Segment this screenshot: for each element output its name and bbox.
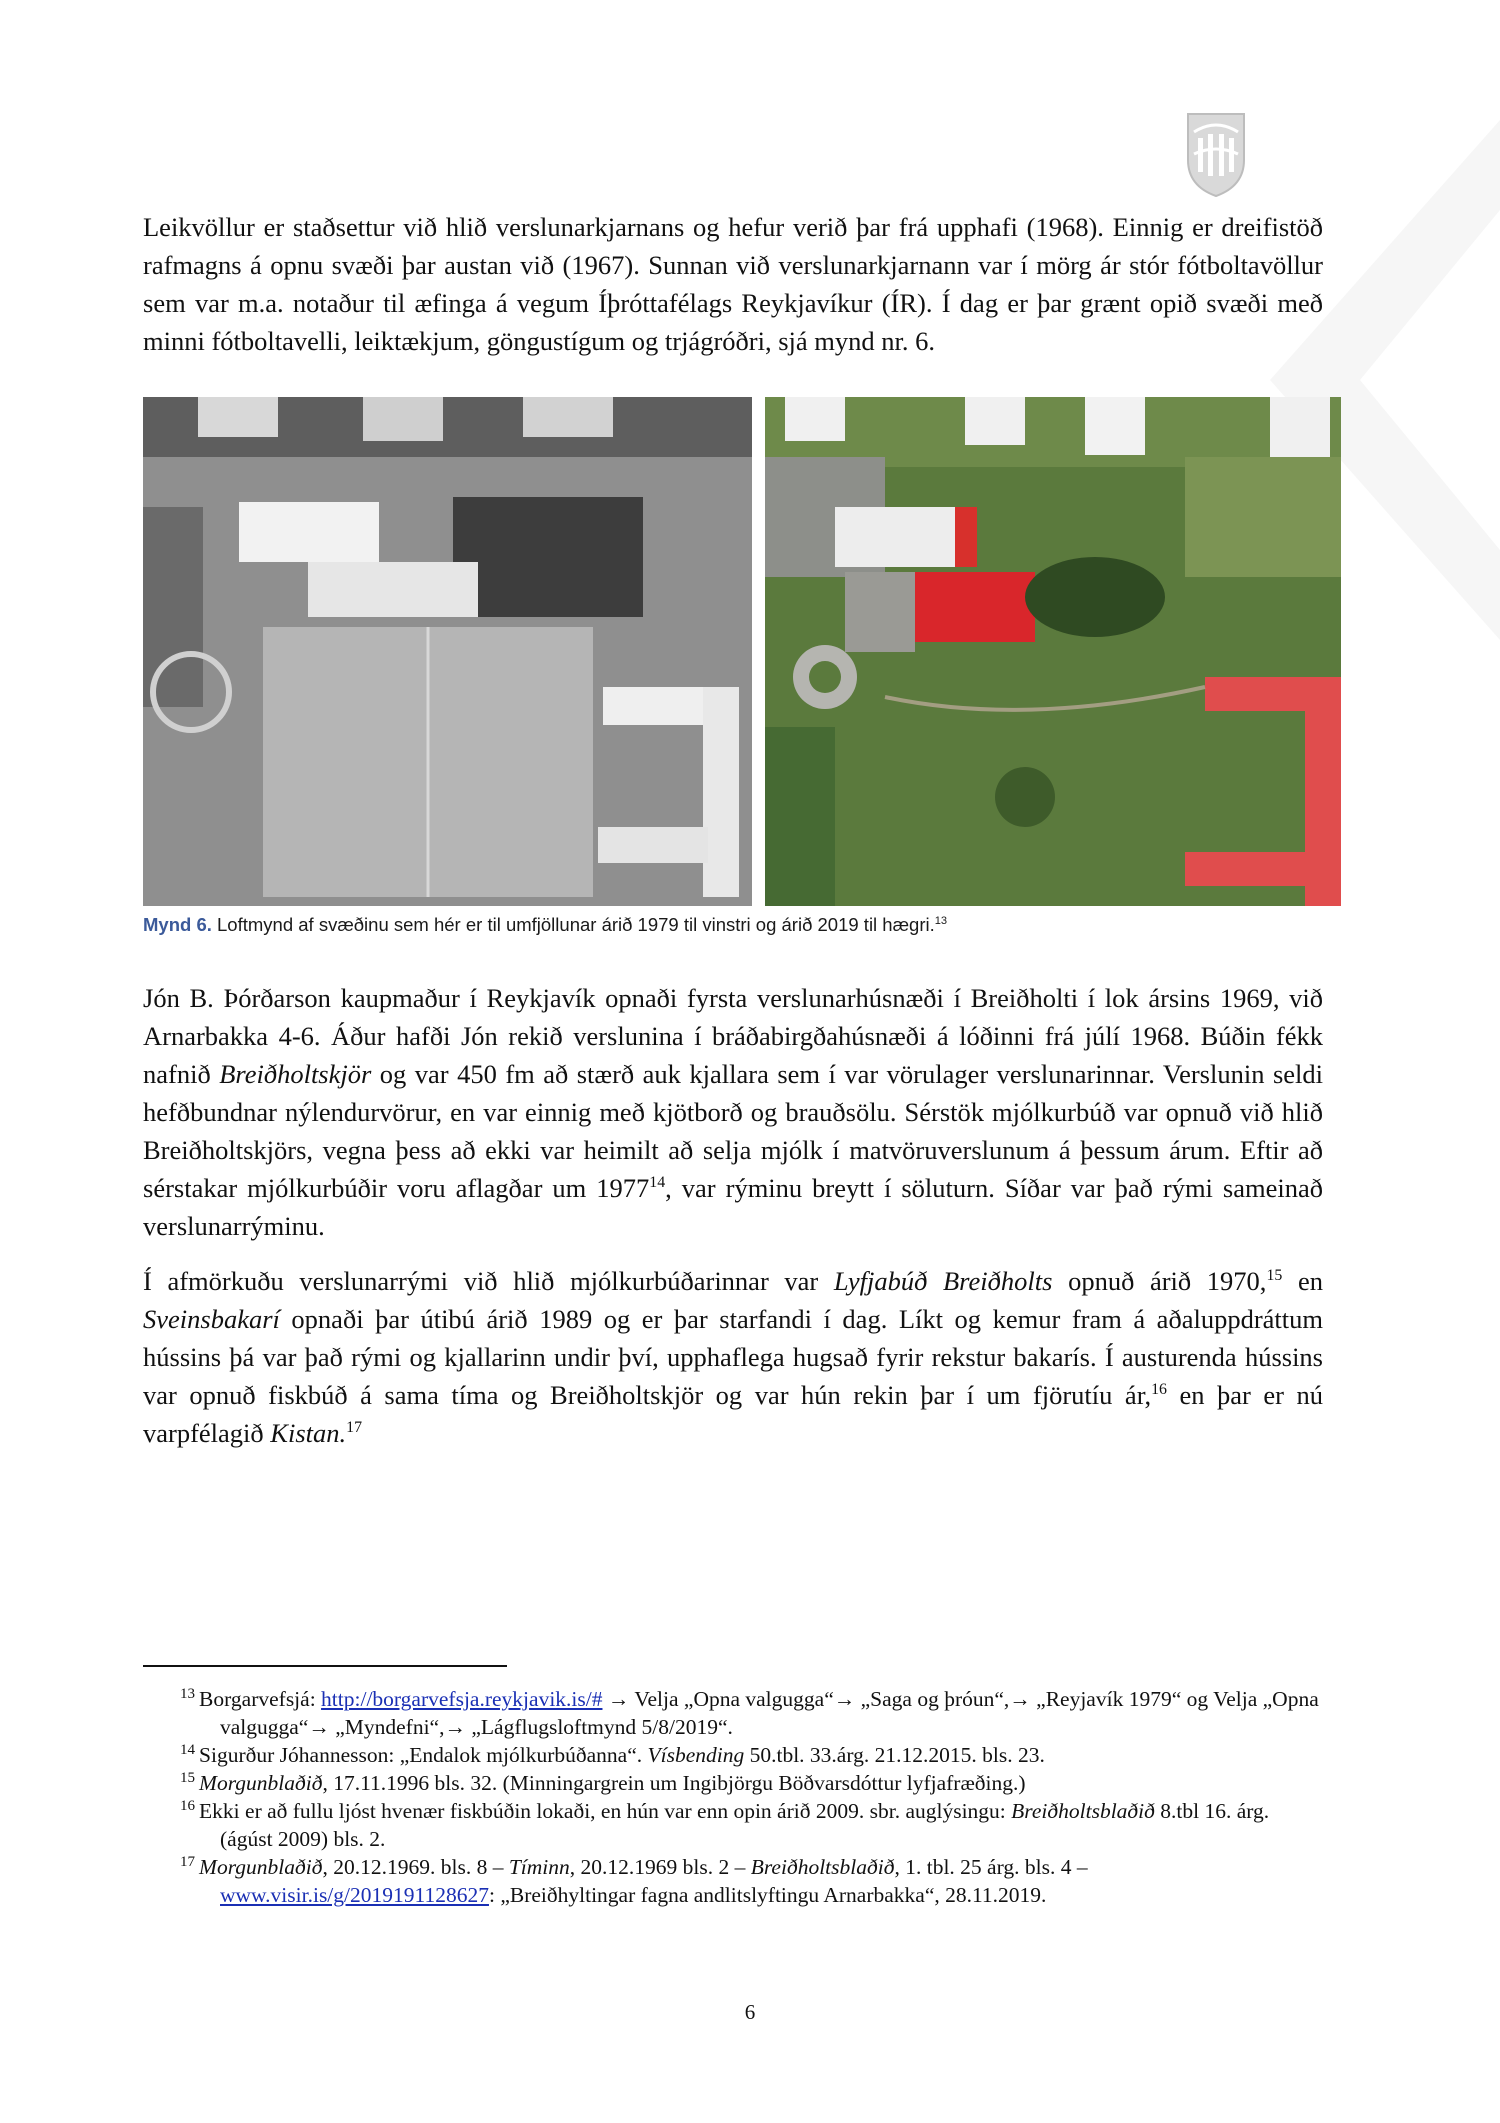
store-name-sveinsbakari: Sveinsbakarí [143,1304,280,1334]
paragraph-breidholtskjor [143,979,1323,1245]
store-name-kistan: Kistan. [270,1418,347,1448]
footnote-17-source-1: Morgunblaðið [199,1855,323,1879]
footnote-17-text-c: , 1. tbl. 25 árg. bls. 4 – [894,1855,1088,1879]
footnote-ref-16[interactable]: 16 [1151,1381,1167,1399]
paragraph2-part-c: og var 450 fm að stærð auk kjallara sem í var vörulager verslunarinnar. Verslunin seldi hefðbundnar nýlendurvörur, en var einnig með kjötborð og brauðsölu. Sérstök mjólkurbúð var opnuð við hlið Breiðholtskjörs, vegna þess að ekki var heimilt að selja mjólk í matvöruverslunum á þessum árum. Eftir að sérstakar mjólkurbúðir voru aflagðar um 1977 [143,1059,1323,1203]
footnote-14-number: 14 [180,1741,196,1758]
figure-caption [143,914,947,936]
footnote-17 [180,1853,1320,1909]
figure-caption-label: Mynd 6. [143,914,212,935]
aerial-photo-2019 [765,397,1341,906]
footnote-17-link[interactable]: www.visir.is/g/2019191128627 [220,1883,489,1907]
footnote-16-number: 16 [180,1797,196,1814]
paragraph2-part-d: , var rýminu breytt í söluturn. Síðar var það rými sameinað verslunarrýminu. [143,1173,1323,1241]
footnote-15-text-b: , 17.11.1996 bls. 32. (Minningargrein um Ingibjörgu Böðvarsdóttur lyfjafræðing.) [322,1771,1026,1795]
footnote-16-source: Breiðholtsblaðið [1011,1799,1155,1823]
footnote-15-source: Morgunblaðið [199,1771,323,1795]
footnote-ref-15[interactable]: 15 [1266,1267,1283,1285]
footnote-17-number: 17 [180,1853,196,1870]
footnote-separator [143,1665,507,1667]
paragraph-playground: Leikvöllur er staðsettur við hlið verslunarkjarnans og hefur verið þar frá upphafi (1968). Einnig er dreifistöð rafmagns á opnu svæði þar austan við (1967). Sunnan við verslunarkjarnann var í mörg ár stór fótboltavöllur sem var m.a. notaður til æfinga á vegum Íþróttafélags Reykjavíkur (ÍR). Í dag er þar grænt opið svæði með minni fótboltavelli, leiktækjum, göngustígum og trjágróðri, sjá mynd nr. 6. [143,212,1323,356]
footnote-15-number: 15 [180,1769,196,1786]
footnote-ref-17[interactable]: 17 [346,1419,363,1437]
footnote-ref-14[interactable]: 14 [649,1174,666,1192]
store-name-lyfjabud: Lyfjabúð Breiðholts [833,1266,1053,1296]
figure-caption-text: Loftmynd af svæðinu sem hér er til umfjöllunar árið 1979 til vinstri og árið 2019 til hægri. [211,914,935,935]
footnote-14-text-b: 50.tbl. 33.árg. 21.12.2015. bls. 23. [744,1743,1045,1767]
aerial-photo-1979 [143,397,752,906]
footnote-ref-13[interactable]: 13 [934,914,948,927]
paragraph3-part-f: opnaði þar útibú árið 1989 og er þar starfandi í dag. Líkt og kemur fram á aðaluppdráttum hússins þá var það rými og kjallarinn undir því, upphaflega hugsað fyrir rekstur bakarís. Í austurenda hússins var opnuð fiskbúð á sama tíma og Breiðholtskjör og var hún rekin þar í um fjörutíu ár, [143,1304,1323,1410]
footnote-14-source: Vísbending [647,1743,745,1767]
store-name-breidholtskjor: Breiðholtskjör [219,1059,372,1089]
paragraph3-part-g: en þar er nú varpfélagið [143,1380,1324,1448]
footnote-17-text-d: : „Breiðhyltingar fagna andlitslyftingu Arnarbakka“, 28.11.2019. [488,1883,1047,1907]
footnote-17-source-2: Tíminn [508,1855,570,1879]
footnote-13-number: 13 [180,1685,196,1702]
footnotes [180,1685,1320,1909]
footnote-13 [180,1685,1320,1741]
paragraph3-part-c: opnuð árið 1970, [1052,1266,1267,1296]
footnote-13-text-a: Borgarvefsjá: [199,1687,322,1711]
footnote-14 [180,1741,1320,1769]
footnote-15 [180,1769,1320,1797]
paragraph3-part-d: en [1282,1266,1323,1296]
paragraph3-part-a: Í afmörkuðu verslunarrými við hlið mjólkurbúðarinnar var [143,1266,834,1296]
footnote-16-text-a: Ekki er að fullu ljóst hvenær fiskbúðin lokaði, en hún var enn opin árið 2009. sbr. auglýsingu: [199,1799,1012,1823]
footnote-16 [180,1797,1320,1853]
footnote-13-text-b: → Velja „Opna valgugga“→ „Saga og þróun“,→ „Reyjavík 1979“ og Velja „Opna valgugga“→ „Myndefni“,→ „Lágflugsloftmynd 5/8/2019“. [220,1687,1319,1739]
reykjavik-crest-logo [1184,110,1248,198]
footnote-16-text-b: 8.tbl 16. árg. (ágúst 2009) bls. 2. [220,1799,1270,1851]
footnote-17-text-b: , 20.12.1969 bls. 2 – [569,1855,751,1879]
footnote-17-source-3: Breiðholtsblaðið [750,1855,895,1879]
footnote-14-text-a: Sigurður Jóhannesson: „Endalok mjólkurbúðanna“. [199,1743,648,1767]
footnote-17-text-a: , 20.12.1969. bls. 8 – [322,1855,509,1879]
paragraph-pharmacy-bakery [143,1262,1323,1452]
page-number: 6 [744,2000,756,2024]
paragraph2-part-a: Jón B. Þórðarson kaupmaður í Reykjavík opnaði fyrsta verslunarhúsnæði í Breiðholti í lok ársins 1969, við Arnarbakka 4-6. Áður hafði Jón rekið verslunina í bráðabirgðahúsnæði á lóðinni frá júlí 1968. Búðin fékk nafnið [143,983,1323,1089]
footnote-13-link[interactable]: http://borgarvefsja.reykjavik.is/# [321,1687,603,1711]
